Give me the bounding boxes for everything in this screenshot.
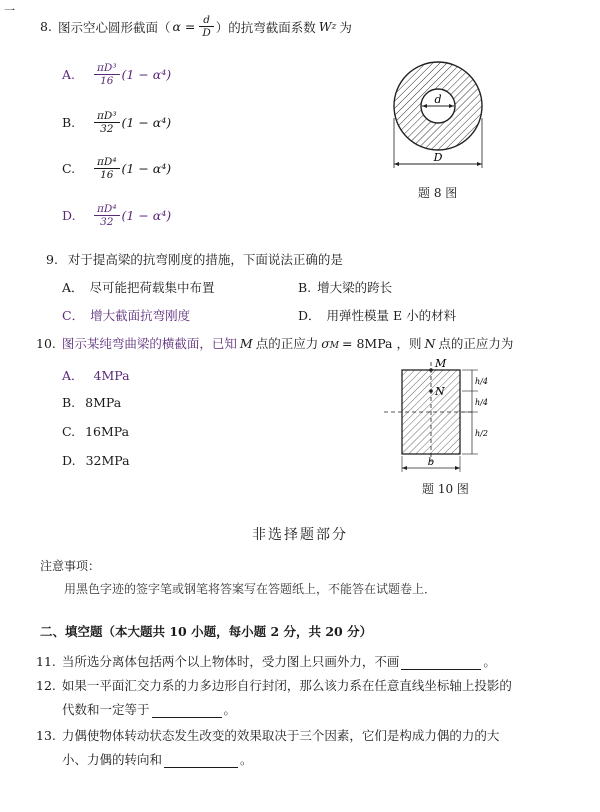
q10-option-b[interactable] xyxy=(62,395,121,410)
question-13-answer-blank[interactable] xyxy=(164,767,238,768)
q9-option-a-text: 尽可能把荷载集中布置 xyxy=(89,280,215,295)
q10-option-b-text: 8MPa xyxy=(85,395,122,410)
question-11-number: 11. xyxy=(36,654,56,669)
question-13-line-2 xyxy=(62,750,253,768)
q9-option-a-letter: A． xyxy=(62,280,84,295)
q9-option-c-letter: C． xyxy=(62,308,85,323)
q8-option-c[interactable] xyxy=(62,156,171,181)
question-10-text-a: 图示某纯弯曲梁的横截面，已知 xyxy=(61,336,237,351)
q9-option-d-text: 用弹性模量 E 小的材料 xyxy=(326,308,457,323)
point-n xyxy=(429,389,433,393)
sigma-symbol: σ xyxy=(321,336,330,351)
question-10-text-d: 点的正应力为 xyxy=(438,336,514,351)
question-11-end: 。 xyxy=(483,654,496,669)
q8-option-a-tail: (1 − α⁴) xyxy=(121,67,172,82)
question-13-line-1 xyxy=(36,726,499,744)
alpha-numerator: d xyxy=(199,14,213,27)
q8-option-b-denominator: 32 xyxy=(100,123,114,135)
q8-option-a[interactable] xyxy=(62,62,171,87)
dim-h2-bottom: h/2 xyxy=(475,429,488,438)
alpha-fraction xyxy=(199,14,213,39)
question-9-number: 9. xyxy=(46,252,58,267)
q9-option-b-letter: B. xyxy=(298,280,312,295)
q8-option-d-denominator: 32 xyxy=(100,216,114,228)
q8-option-b-tail: (1 − α⁴) xyxy=(121,115,172,130)
sigma-subscript: M xyxy=(329,341,339,351)
figure-n-label: N xyxy=(435,385,445,398)
question-13-text-line-1: 力偶使物体转动状态发生改变的效果取决于三个因素，它们是构成力偶的力的大 xyxy=(61,728,500,743)
question-10-number: 10. xyxy=(36,336,56,351)
q9-option-d[interactable] xyxy=(298,306,456,324)
q8-option-c-denominator: 16 xyxy=(100,169,114,181)
dim-h4-middle: h/4 xyxy=(475,398,488,407)
q8-option-d[interactable] xyxy=(62,203,171,228)
q8-option-d-letter: D. xyxy=(62,208,76,223)
q10-option-c[interactable] xyxy=(62,424,129,439)
figure-m-label: M xyxy=(435,358,447,370)
q9-option-c-text: 增大截面抗弯刚度 xyxy=(90,308,191,323)
question-8-text-end: 为 xyxy=(339,19,352,35)
figure-10-caption: 题 10 图 xyxy=(422,482,469,496)
q9-option-a[interactable] xyxy=(62,278,215,296)
question-8-stem xyxy=(40,14,352,39)
point-m xyxy=(429,368,433,372)
point-m-label: M xyxy=(239,336,253,351)
q10-option-a-letter: A． xyxy=(62,368,84,383)
question-8-text-after: ）的抗弯截面系数 xyxy=(215,19,316,35)
q10-option-c-text: 16MPa xyxy=(85,424,130,439)
question-12-line-1 xyxy=(36,676,512,694)
q8-option-c-fraction xyxy=(94,156,120,181)
question-13-text-line-2: 小、力偶的转向和 xyxy=(62,752,163,767)
q8-option-b[interactable] xyxy=(62,110,171,135)
point-n-label: N xyxy=(424,336,436,351)
section-modulus-subscript: z xyxy=(331,21,337,32)
alpha-expression: α = xyxy=(172,19,196,34)
q10-option-d[interactable] xyxy=(62,453,130,468)
question-9-stem xyxy=(46,250,343,268)
figure-b-label: b xyxy=(427,457,435,468)
q9-option-c[interactable] xyxy=(62,306,190,324)
figure-8-hollow-circle xyxy=(388,58,498,176)
q10-option-b-letter: B. xyxy=(62,395,76,410)
question-13-end: 。 xyxy=(240,752,253,767)
q8-option-d-numerator: πD⁴ xyxy=(94,203,120,216)
question-13-number: 13. xyxy=(36,728,56,743)
question-12-answer-blank[interactable] xyxy=(152,717,222,718)
question-10-text-b: 点的正应力 xyxy=(255,336,319,351)
q8-option-c-numerator: πD⁴ xyxy=(94,156,120,169)
figure-10-cross-section xyxy=(384,358,494,476)
question-11 xyxy=(36,652,496,670)
q10-option-d-letter: D. xyxy=(62,453,76,468)
q8-option-b-numerator: πD³ xyxy=(94,110,120,123)
q10-option-a[interactable] xyxy=(62,366,130,384)
alpha-denominator: D xyxy=(202,27,211,39)
q10-option-d-text: 32MPa xyxy=(85,453,130,468)
dim-h4-top: h/4 xyxy=(475,377,488,386)
question-12-text-line-1: 如果一平面汇交力系的力多边形自行封闭，那么该力系在任意直线坐标轴上投影的 xyxy=(61,678,512,693)
question-12-number: 12. xyxy=(36,678,56,693)
question-12-line-2 xyxy=(62,700,236,718)
question-8-number: 8. xyxy=(40,19,52,34)
outer-diameter-label: D xyxy=(433,151,443,164)
question-12-text-line-2: 代数和一定等于 xyxy=(62,702,150,717)
question-8-text: 图示空心圆形截面（ xyxy=(57,19,171,35)
figure-8-caption: 题 8 图 xyxy=(418,186,458,200)
question-9-text: 对于提高梁的抗弯刚度的措施，下面说法正确的是 xyxy=(67,252,343,267)
section-modulus-symbol: W xyxy=(318,19,332,34)
notice-label: 注意事项： xyxy=(40,559,101,573)
section-heading: 非选择题部分 xyxy=(252,527,348,543)
q8-option-c-tail: (1 − α⁴) xyxy=(121,161,172,176)
q8-option-d-fraction xyxy=(94,203,120,228)
question-11-answer-blank[interactable] xyxy=(401,669,481,670)
question-11-text: 当所选分离体包括两个以上物体时，受力图上只画外力，不画 xyxy=(61,654,400,669)
q10-option-a-text: 4MPa xyxy=(93,368,130,383)
question-10-stem xyxy=(36,334,513,352)
q8-option-a-numerator: πD³ xyxy=(94,62,120,75)
inner-diameter-label: d xyxy=(434,93,442,106)
q8-option-a-fraction xyxy=(94,62,120,87)
q8-option-b-fraction xyxy=(94,110,120,135)
q9-option-b-text: 增大梁的跨长 xyxy=(317,280,393,295)
q10-option-c-letter: C. xyxy=(62,424,76,439)
header-mark: 一 xyxy=(4,4,15,17)
q8-option-c-letter: C. xyxy=(62,161,76,176)
q9-option-b[interactable] xyxy=(298,278,392,296)
q9-option-d-letter: D． xyxy=(298,308,321,323)
notice-text: 用黑色字迹的签字笔或钢笔将答案写在答题纸上，不能答在试题卷上． xyxy=(64,582,437,596)
question-10-text-c: = 8MPa ，则 xyxy=(342,336,422,351)
q8-option-a-denominator: 16 xyxy=(100,75,114,87)
question-12-end: 。 xyxy=(223,702,237,717)
q8-option-a-letter: A. xyxy=(62,67,76,82)
q8-option-d-tail: (1 − α⁴) xyxy=(121,208,172,223)
q8-option-b-letter: B. xyxy=(62,115,76,130)
part-2-heading: 二、填空题（本大题共 10 小题，每小题 2 分，共 20 分） xyxy=(40,624,373,639)
